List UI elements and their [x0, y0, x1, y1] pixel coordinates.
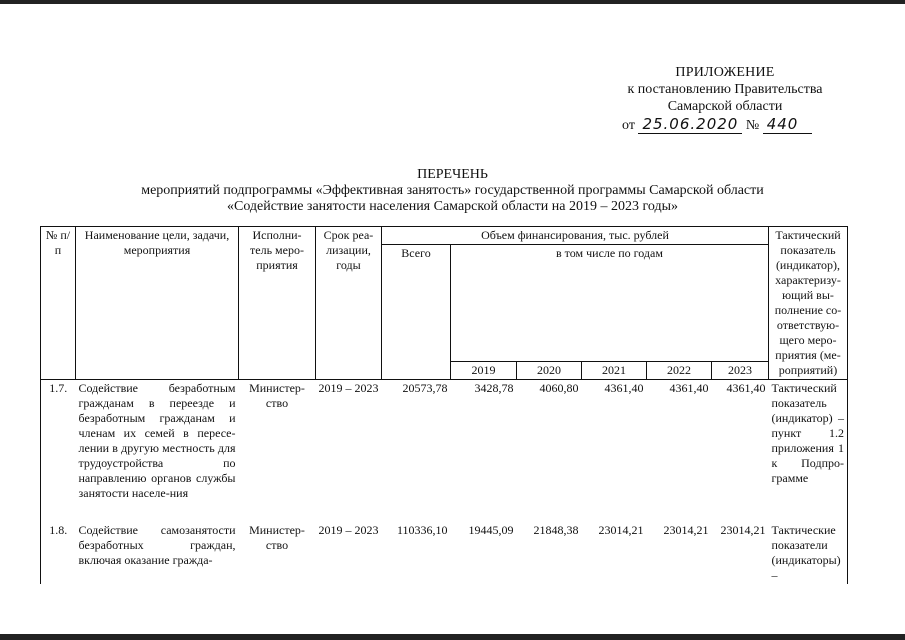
row-indicator: Тактический показатель (индикатор) – пункт 1.2 приложения 1 к Подпро-грамме	[769, 380, 848, 523]
appendix-title: ПРИЛОЖЕНИЕ	[675, 65, 775, 80]
header-2022: 2022	[647, 362, 712, 380]
row-name: Содействие безработным гражданам в переезде и безработным гражданам и членам их семей в пересе-лении в другую местность для трудоустройства по направлению органов службы занятости населе-ния	[78, 381, 236, 500]
row-2023: 23014,21	[720, 523, 766, 537]
resolution-date: 25.06.2020	[638, 115, 742, 134]
row-2019: 19445,09	[468, 523, 514, 537]
row-executor: Министер-ство	[249, 523, 305, 552]
resolution-date-line	[622, 115, 812, 134]
row-2022: 4361,40	[669, 381, 709, 395]
resolution-number: 440	[763, 115, 813, 134]
header-2020: 2020	[517, 362, 582, 380]
row-2019: 3428,78	[474, 381, 514, 395]
from-label: от	[622, 118, 635, 133]
row-term: 2019 – 2023	[318, 381, 379, 395]
appendix-block	[560, 64, 890, 115]
header-funding: Объем финансирования, тыс. рублей	[382, 227, 769, 245]
header-name: Наименование цели, задачи, мероприятия	[76, 227, 239, 380]
row-name: Содействие самозанятости безработных граждан, включая оказание гражда-	[78, 523, 236, 567]
header-num: № п/п	[41, 227, 76, 380]
row-executor: Министер-ство	[249, 381, 305, 410]
appendix-line-1: к постановлению Правительства	[627, 82, 823, 97]
appendix-line-2: Самарской области	[667, 99, 783, 114]
number-label: №	[745, 118, 760, 133]
row-term: 2019 – 2023	[318, 523, 379, 537]
row-total: 20573,78	[402, 381, 448, 395]
header-2019: 2019	[451, 362, 517, 380]
row-num: 1.7.	[41, 380, 76, 523]
row-2023: 4361,40	[726, 381, 766, 395]
document-subtitle-2: «Содействие занятости населения Самарской области на 2019 – 2023 годы»	[227, 199, 678, 214]
scan-bottom-edge	[0, 634, 905, 640]
row-total: 110336,10	[396, 523, 448, 537]
header-executor: Исполни-тель меро-приятия	[239, 227, 316, 380]
document-title: ПЕРЕЧЕНЬ	[417, 167, 488, 182]
table-row	[41, 522, 848, 584]
row-2022: 23014,21	[663, 523, 709, 537]
scan-top-edge	[0, 0, 905, 4]
measures-table	[40, 226, 848, 584]
row-indicator: Тактические показатели (индикаторы) –	[769, 522, 848, 584]
header-2023: 2023	[712, 362, 769, 380]
row-2020: 21848,38	[533, 523, 579, 537]
table-row	[41, 380, 848, 523]
header-by-year: в том числе по годам	[451, 245, 769, 362]
row-2021: 4361,40	[604, 381, 644, 395]
header-term: Срок реа-лизации, годы	[316, 227, 382, 380]
header-row-1	[41, 227, 848, 245]
row-2021: 23014,21	[598, 523, 644, 537]
row-2020: 4060,80	[539, 381, 579, 395]
header-total: Всего	[382, 245, 451, 380]
header-2021: 2021	[582, 362, 647, 380]
row-num: 1.8.	[41, 522, 76, 584]
document-subtitle-1: мероприятий подпрограммы «Эффективная занятость» государственной программы Самарской области	[141, 183, 764, 198]
header-indicator: Тактический показатель (индикатор), характеризу-ющий вы-полнение со-ответствую-щего меро-приятия (ме-роприятий)	[769, 227, 848, 380]
